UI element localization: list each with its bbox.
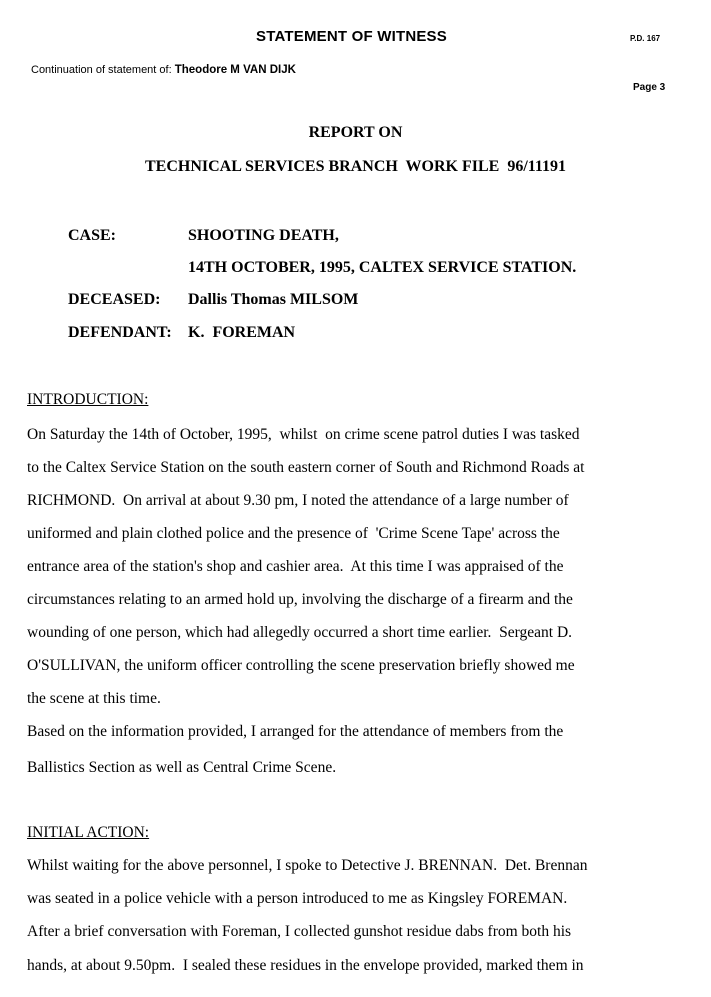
introduction-line: Ballistics Section as well as Central Crime Scene.: [27, 759, 337, 776]
introduction-line: uniformed and plain clothed police and the presence of 'Crime Scene Tape' across the: [27, 525, 560, 542]
case-value-line-2: 14TH OCTOBER, 1995, CALTEX SERVICE STATION.: [188, 259, 577, 276]
initial-action-line: was seated in a police vehicle with a person introduced to me as Kingsley FOREMAN.: [27, 890, 568, 907]
continuation-label: Continuation of statement of:: [31, 64, 172, 76]
introduction-line: to the Caltex Service Station on the south eastern corner of South and Richmond Roads at: [27, 459, 585, 476]
continuation-line: [31, 64, 296, 76]
deceased-value: Dallis Thomas MILSOM: [188, 291, 359, 308]
page-number: Page 3: [633, 82, 666, 93]
introduction-line: wounding of one person, which had allegedly occurred a short time earlier. Sergeant D.: [27, 624, 573, 641]
defendant-value: K. FOREMAN: [188, 324, 296, 341]
case-value-line-1: SHOOTING DEATH,: [188, 227, 339, 244]
introduction-line: entrance area of the station's shop and cashier area. At this time I was appraised of the: [27, 558, 564, 575]
report-subheading: TECHNICAL SERVICES BRANCH WORK FILE 96/11191: [144, 158, 566, 175]
introduction-line: the scene at this time.: [27, 690, 161, 707]
case-label: CASE:: [68, 227, 117, 244]
defendant-label: DEFENDANT:: [68, 324, 172, 341]
introduction-line: RICHMOND. On arrival at about 9.30 pm, I noted the attendance of a large number of: [27, 492, 569, 509]
form-title: STATEMENT OF WITNESS: [256, 28, 447, 45]
initial-action-line: hands, at about 9.50pm. I sealed these residues in the envelope provided, marked them in: [27, 957, 584, 974]
introduction-line: On Saturday the 14th of October, 1995, whilst on crime scene patrol duties I was tasked: [27, 426, 580, 443]
form-code: P.D. 167: [630, 34, 661, 43]
witness-name: Theodore M VAN DIJK: [174, 64, 296, 76]
initial-action-title: INITIAL ACTION:: [27, 824, 150, 841]
introduction-line: circumstances relating to an armed hold up, involving the discharge of a firearm and the: [27, 591, 573, 608]
introduction-title: INTRODUCTION:: [27, 391, 149, 408]
report-heading: REPORT ON: [308, 124, 403, 141]
introduction-line: O'SULLIVAN, the uniform officer controlling the scene preservation briefly showed me: [27, 657, 575, 674]
initial-action-line: Whilst waiting for the above personnel, I spoke to Detective J. BRENNAN. Det. Brennan: [27, 857, 588, 874]
introduction-line: Based on the information provided, I arranged for the attendance of members from the: [27, 723, 564, 740]
deceased-label: DECEASED:: [68, 291, 161, 308]
initial-action-line: After a brief conversation with Foreman, I collected gunshot residue dabs from both his: [27, 923, 572, 940]
